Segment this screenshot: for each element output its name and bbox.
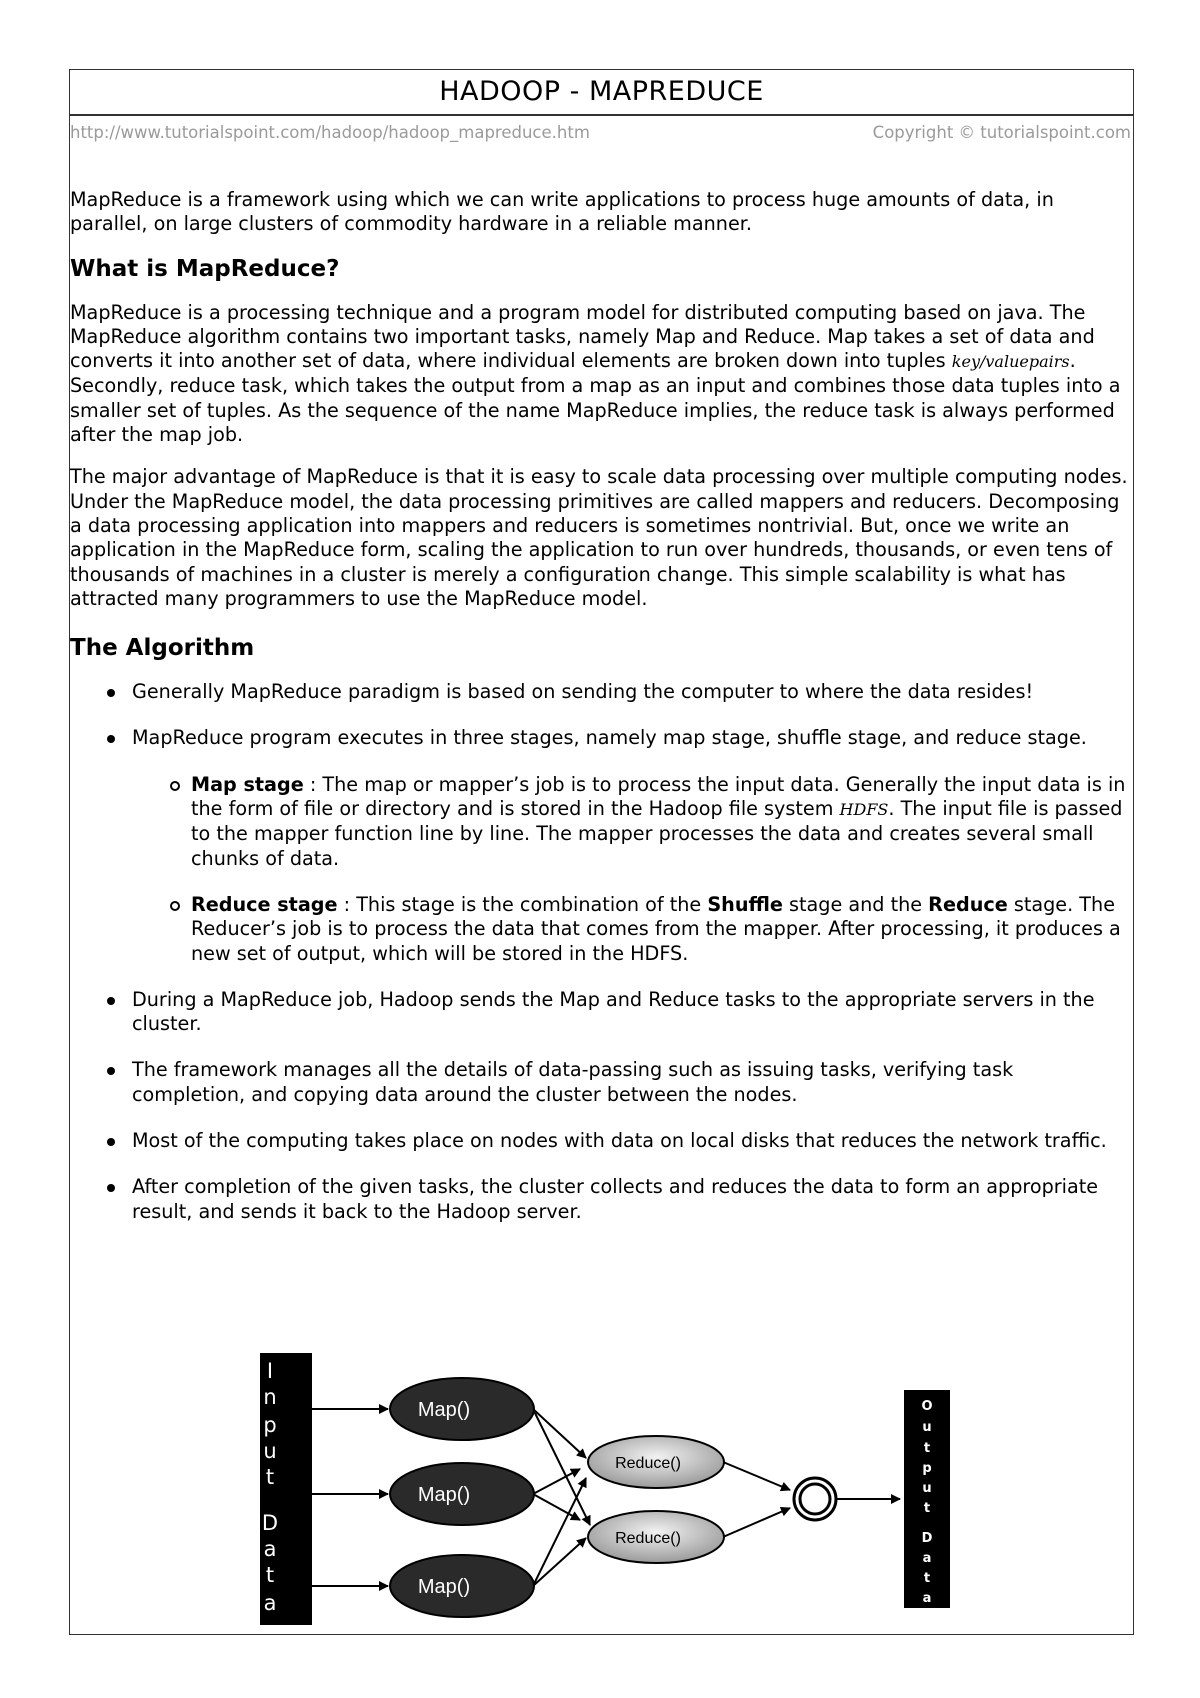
heading-what-is-mapreduce: What is MapReduce? [70,255,340,282]
list-item: After completion of the given tasks, the cluster collects and reduces the data to form an appropriate result, and sends it back to the Hadoop server. [132,1175,1131,1224]
svg-text:Reduce(): Reduce() [615,1455,681,1472]
heading-the-algorithm: The Algorithm [70,635,255,662]
map-node [390,1555,534,1617]
list-item: The framework manages all the details of data-passing such as issuing tasks, verifying task completion, and copying data around the cluster between the nodes. [132,1058,1131,1107]
list-item: Generally MapReduce paradigm is based on sending the computer to where the data resides! [132,680,1131,704]
output-label-letter: D [921,1531,933,1546]
stages-sublist [132,773,1131,966]
input-label-letter: p [263,1413,277,1437]
intro-paragraph: MapReduce is a framework using which we can write applications to process huge amounts of data, in parallel, on large clusters of commodity hardware in a reliable manner. [70,188,1054,236]
list-item: During a MapReduce job, Hadoop sends the Map and Reduce tasks to the appropriate servers in the cluster. [132,988,1131,1037]
title-divider [70,114,1133,116]
map-stage-label: Map stage [191,772,304,796]
map-node [390,1378,534,1440]
mapreduce-diagram [250,1345,970,1625]
output-label-letter: u [922,1481,932,1496]
output-label-letter: t [923,1501,931,1516]
input-label-letter: a [263,1537,277,1561]
source-url[interactable]: http://www.tutorialspoint.com/hadoop/hadoop_mapreduce.htm [70,123,590,142]
reduce-node [588,1511,724,1563]
algorithm-list [70,680,1131,1224]
paragraph-advantage: The major advantage of MapReduce is that it is easy to scale data processing over multiple computing nodes. Under the MapReduce model, the data processing primitives are called mappers and reducers. Decomposing a data processing application into mappers and reducers is sometimes nontrivial. But, once we write an application in the MapReduce form, scaling the application to run over hundreds, thousands, or even tens of thousands of machines in a cluster is merely a configuration change. This simple scalability is what has attracted many programmers to use the MapReduce model. [70,465,1128,610]
key-value-pairs-term: key/valuepairs [951,352,1070,372]
hdfs-term: HDFS [839,800,889,820]
input-label-letter: D [261,1511,279,1535]
svg-text:Map(): Map() [417,1484,471,1506]
list-item: Most of the computing takes place on nodes with data on local disks that reduces the network traffic. [132,1129,1131,1153]
input-label-letter: n [263,1385,277,1409]
map-node [390,1463,534,1525]
reduce-stage-label: Reduce stage [191,892,338,916]
result-node [794,1478,836,1520]
input-label-letter: I [266,1359,274,1383]
output-label-letter: u [922,1420,932,1435]
list-item-stages: MapReduce program executes in three stages, namely map stage, shuffle stage, and reduce stage. Map stage : The map or mapper’s job is to process the input data. Generally the input data is in the form of file or directory and is stored in the Hadoop file system HDFS. The input file is passed to the mapper function line by line. The mapper processes the data and creates several small chunks of data. Reduce stage : This stage is the combination of the Shuffle stage and the Reduce stage. The Reducer’s job is to process the data that comes from the mapper. After processing, it produces a new set of output, which will be stored in the HDFS. [132,726,1131,965]
output-label-letter: t [923,1441,931,1456]
svg-text:Reduce(): Reduce() [615,1530,681,1547]
input-label-letter: a [263,1591,277,1615]
copyright-notice: Copyright © tutorialspoint.com [872,123,1131,142]
list-item-reduce-stage: Reduce stage : This stage is the combination of the Shuffle stage and the Reduce stage. The Reducer’s job is to process the data that comes from the mapper. After processing, it produces a new set of output, which will be stored in the HDFS. [191,893,1131,966]
output-label-letter: a [922,1551,932,1566]
reduce-node [588,1436,724,1488]
output-label-letter: t [923,1571,931,1586]
page-title: HADOOP - MAPREDUCE [439,76,764,107]
paragraph-definition: MapReduce is a processing technique and a program model for distributed computing based on java. The MapReduce algorithm contains two important tasks, namely Map and Reduce. Map takes a set of data and converts it into another set of data, where individual elements are broken down into tuples key/valuepairs. Secondly, reduce task, which takes the output from a map as an input and combines those data tuples into a smaller set of tuples. As the sequence of the name MapReduce implies, the reduce task is always performed after the map job. [70,300,1121,447]
output-label-letter: O [921,1399,933,1414]
article-body [70,188,1131,1246]
list-item-map-stage: Map stage : The map or mapper’s job is to process the input data. Generally the input data is in the form of file or directory and is stored in the Hadoop file system HDFS. The input file is passed to the mapper function line by line. The mapper processes the data and creates several small chunks of data. [191,773,1131,871]
output-label-letter: p [922,1461,932,1476]
input-label-letter: t [265,1563,275,1587]
svg-text:Map(): Map() [417,1399,471,1421]
svg-text:Map(): Map() [417,1576,471,1598]
input-label-letter: t [265,1465,275,1489]
input-label-letter: u [263,1439,277,1463]
output-label-letter: a [922,1591,932,1606]
